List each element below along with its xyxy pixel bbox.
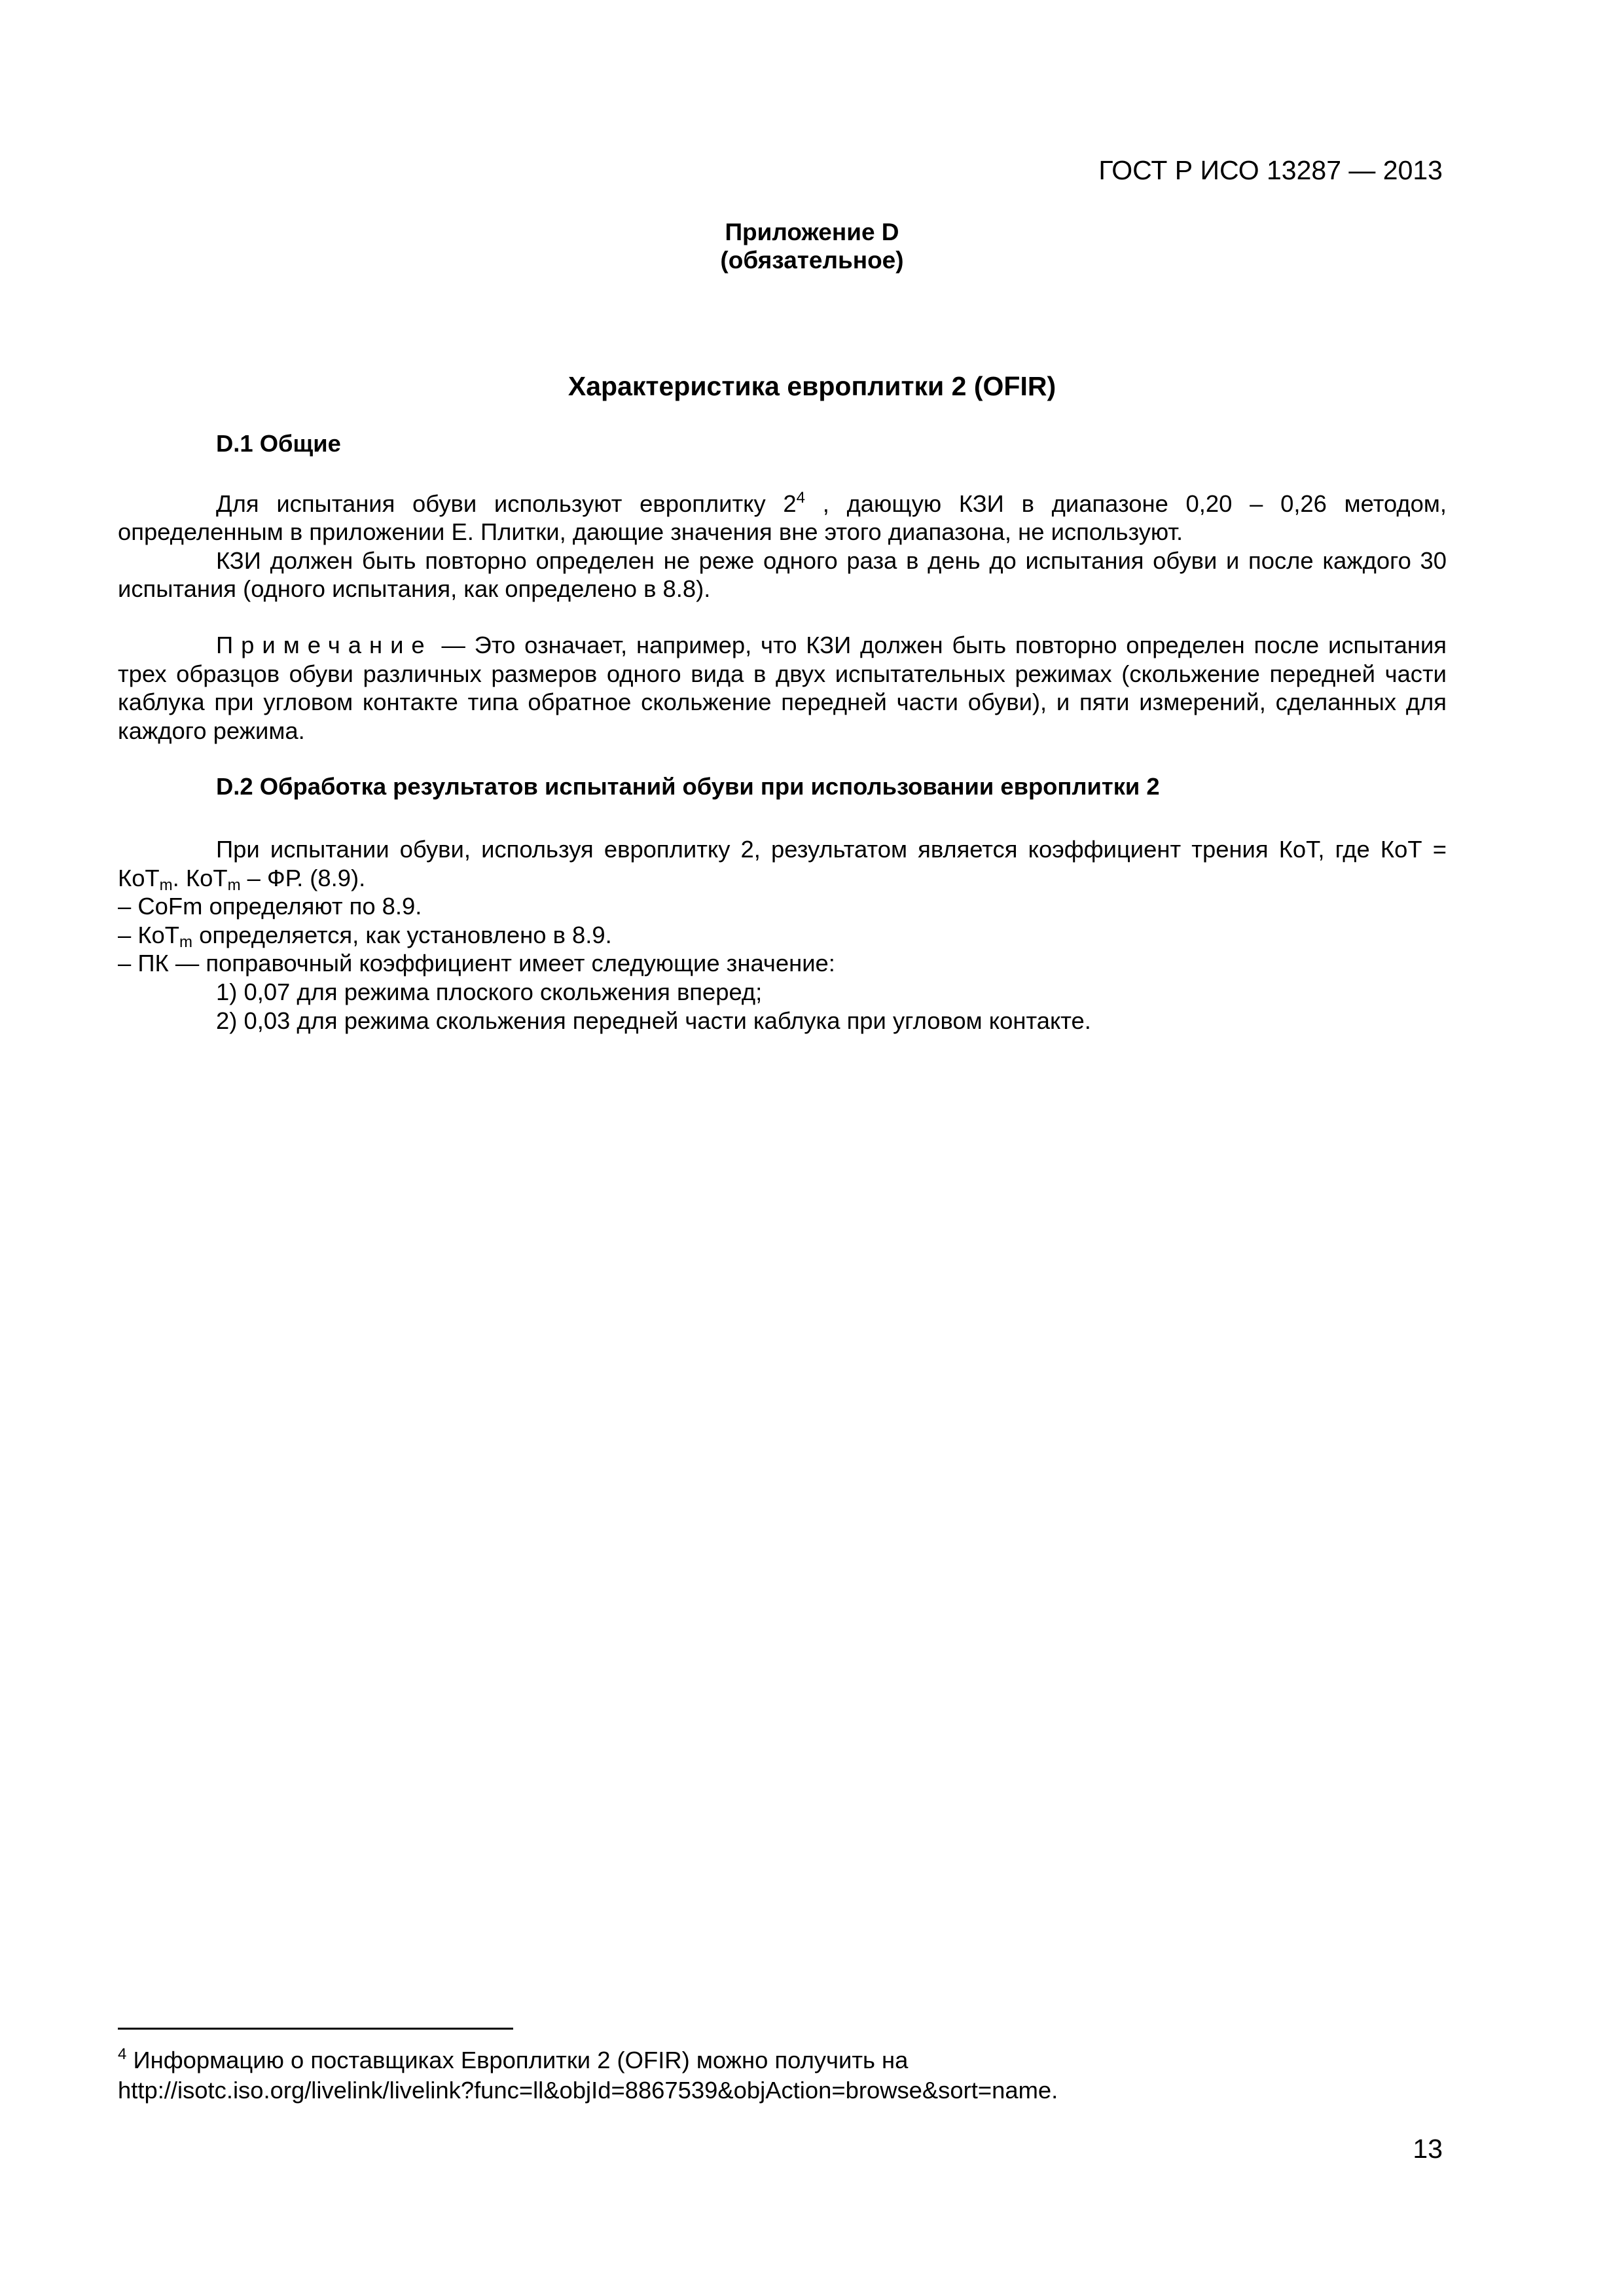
note-text: — Это означает, например, что КЗИ должен быть повторно определен после испытания трех образцов обуви различных размеров одного вида в двух испытательных режимах (скольжение передней части каблука при угловом контакте типа обратное скольжение передней части обуви), и пяти измерений, сделанных для каждого режима.	[118, 631, 1447, 744]
section-d2-line-cofm: – CoFm определяют по 8.9.	[118, 893, 422, 920]
page-title: Характеристика европлитки 2 (OFIR)	[568, 371, 1056, 401]
page-number: 13	[1413, 2134, 1443, 2164]
footnote-line-1: $^4$ Информацию о поставщиках Европлитки 2 (OFIR) можно получить на	[118, 2045, 909, 2073]
section-d2-line-kot: – КоТ$_m$ определяется, как установлено в 8.9.	[118, 921, 612, 951]
list-item: 2) 0,03 для режима скольжения передней части каблука при угловом контакте.	[216, 1007, 1091, 1034]
document-body	[118, 429, 1447, 1035]
section-d1-heading: D.1 Общие	[216, 430, 341, 457]
footnote-reference: 4	[796, 488, 805, 507]
section-d1-paragraph-1: Для испытания обуви используют европлитку $2^4$ , дающую КЗИ в диапазоне 0,20 – 0,26 методом, определенным в приложении Е. Плитки, дающие значения вне этого диапазона, не используют.	[118, 488, 1447, 546]
section-d1-note	[118, 631, 1447, 745]
footnote-marker: 4	[118, 2045, 127, 2063]
section-d1-paragraph-2: КЗИ должен быть повторно определен не реже одного раза в день до испытания обуви и после каждого 30 испытания (одного испытания, как определено в 8.8).	[118, 547, 1447, 603]
list-item: 1) 0,07 для режима плоского скольжения вперед;	[216, 978, 763, 1005]
section-d2-paragraph-1: При испытании обуви, используя европлитку 2, результатом является коэффициент трения КоТ, где КоТ = КоТ$_m$. КоТ$_m$ – ФР. (8.9).	[118, 835, 1447, 894]
footnote-divider	[118, 2028, 513, 2030]
annex-status: (обязательное)	[720, 247, 904, 274]
section-d2-line-pk: – ПК — поправочный коэффициент имеет следующие значение:	[118, 950, 835, 977]
section-d2-heading: D.2 Обработка результатов испытаний обуви при использовании европлитки 2	[216, 773, 1160, 800]
note-label: Примечание	[216, 631, 433, 658]
annex-heading	[0, 218, 1624, 274]
footnote	[118, 2045, 1447, 2106]
annex-label: Приложение D	[725, 219, 899, 245]
footnote-url: http://isotc.iso.org/livelink/livelink?func=ll&objId=8867539&objAction=browse&sort=name.	[118, 2077, 1058, 2104]
document-id: ГОСТ Р ИСО 13287 — 2013	[1098, 155, 1443, 185]
